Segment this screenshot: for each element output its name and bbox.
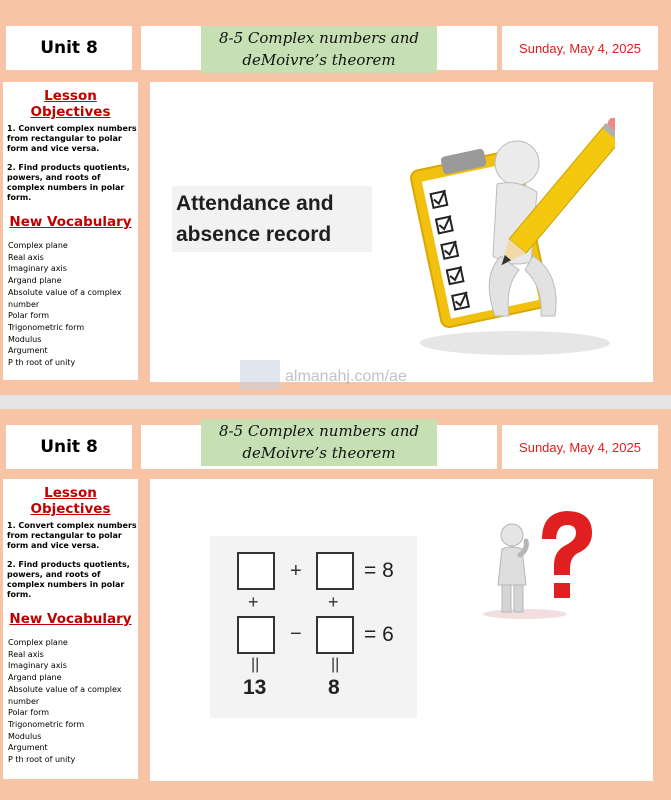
left-panel [3,82,138,380]
vocab-item: Complex plane [8,638,68,647]
thinking-person-question-icon [480,499,605,619]
clipboard-figure-icon [405,118,615,358]
puzzle-op-minus: − [290,623,302,645]
date-box [502,425,658,469]
puzzle-equals-6: = 6 [364,623,394,646]
vocab-item: Imaginary axis [8,264,67,274]
vocab-item: Real axis [8,649,44,659]
puzzle-result-8: 8 [328,676,340,699]
date-text: Sunday, May 4, 2025 [519,40,641,56]
title-box [141,422,497,469]
vocab-item: Imaginary axis [8,661,67,671]
vocab-list [3,637,138,766]
title-line-1: 8-5 Complex numbers and [218,29,420,47]
slide-title [201,26,437,73]
title-line-2: deMoivre’s theorem [242,444,396,462]
puzzle-equals-8: = 8 [364,559,394,582]
watermark-logo-block [240,360,280,390]
vocab-item: Polar form [8,311,50,321]
title-line-1: 8-5 Complex numbers and [218,422,420,440]
vocab-item: Argument [8,346,48,356]
puzzle-vertical-equals: || [251,656,260,673]
attendance-text [172,186,372,252]
slide-title [201,419,437,466]
unit-label [6,26,132,70]
title-line-2: deMoivre’s theorem [242,51,396,69]
slide-gap [0,395,671,409]
vocab-item: P th root of unity [8,755,76,765]
puzzle-square [316,552,354,590]
vocab-item: Real axis [8,252,44,262]
objectives-heading: Lesson Objectives [30,88,111,120]
objective-2: 2. Find products quotients, powers, and roots of complex numbers in polar form. [7,560,130,599]
vocab-item: Absolute value of a complex number [8,684,122,706]
left-panel [3,479,138,779]
puzzle-op-plus-vertical: + [328,592,339,612]
puzzle-square [237,616,275,654]
attendance-line-1: Attendance and [176,192,334,215]
date-text: Sunday, May 4, 2025 [519,439,641,455]
vocab-item: Argument [8,743,48,753]
unit-label [6,425,132,469]
vocab-item: Trigonometric form [8,719,85,729]
puzzle-vertical-equals: || [331,656,340,673]
unit-text: Unit 8 [40,437,98,457]
vocab-item: Modulus [8,334,42,344]
puzzle-op-plus-vertical: + [248,592,259,612]
puzzle-result-13: 13 [243,676,267,699]
unit-text: Unit 8 [40,38,98,58]
main-panel [150,82,653,382]
puzzle-square [237,552,275,590]
vocab-item: Argand plane [8,673,62,683]
title-box [141,26,497,70]
vocab-item: Absolute value of a complex number [8,287,122,309]
main-panel [150,479,653,781]
vocab-item: Modulus [8,731,42,741]
vocab-item: Argand plane [8,276,62,286]
vocab-item: Trigonometric form [8,322,85,332]
watermark-text: almanahj.com/ae [285,368,407,385]
slide-1 [0,0,671,395]
slide-2 [0,409,671,800]
objective-1: 1. Convert complex numbers from rectangular to polar form and vice versa. [7,124,137,153]
vocab-item: P th root of unity [8,358,76,368]
vocab-list [3,240,138,369]
date-box [502,26,658,70]
vocab-item: Complex plane [8,241,68,250]
puzzle-op-plus: + [290,560,302,582]
vocab-item: Polar form [8,708,50,718]
vocab-heading: New Vocabulary [9,611,132,627]
number-puzzle [210,536,417,718]
puzzle-square [316,616,354,654]
objectives-heading: Lesson Objectives [30,485,111,517]
objective-1: 1. Convert complex numbers from rectangular to polar form and vice versa. [7,521,137,550]
objective-2: 2. Find products quotients, powers, and roots of complex numbers in polar form. [7,163,130,202]
vocab-heading: New Vocabulary [9,214,132,230]
attendance-line-2: absence record [176,223,332,246]
